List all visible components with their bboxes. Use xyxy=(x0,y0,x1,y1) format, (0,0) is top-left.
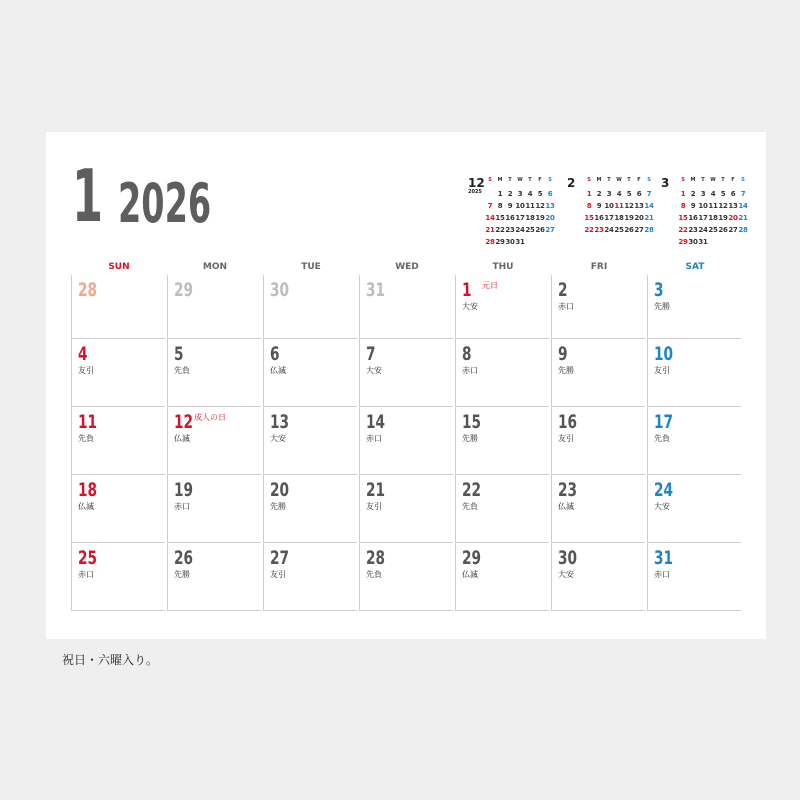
rokuyo-label: 友引 xyxy=(366,502,382,511)
day-cell xyxy=(359,543,453,611)
day-number: 2 xyxy=(558,279,568,301)
mini-day: 4 xyxy=(710,190,716,198)
mini-day: 21 xyxy=(644,214,654,222)
mini-day: 1 xyxy=(586,190,592,198)
day-number: 10 xyxy=(654,343,674,365)
day-number: 31 xyxy=(366,279,386,301)
day-cell xyxy=(263,475,357,543)
mini-day: 13 xyxy=(545,202,555,210)
mini-weekday-header: M xyxy=(690,177,696,183)
rokuyo-label: 先負 xyxy=(462,502,478,511)
day-cell xyxy=(359,339,453,407)
day-cell xyxy=(551,339,645,407)
mini-month-number: 2 xyxy=(567,176,576,190)
mini-day: 24 xyxy=(698,226,708,234)
day-cell xyxy=(263,543,357,611)
rokuyo-label: 先勝 xyxy=(654,302,670,311)
day-number: 28 xyxy=(366,547,386,569)
day-cell xyxy=(455,407,549,475)
mini-day: 26 xyxy=(624,226,634,234)
day-cell xyxy=(359,475,453,543)
day-cell xyxy=(167,339,261,407)
day-cell xyxy=(455,339,549,407)
mini-day: 12 xyxy=(624,202,634,210)
mini-day: 27 xyxy=(634,226,644,234)
mini-day: 31 xyxy=(515,238,525,246)
weekday-header-sun: SUN xyxy=(108,262,130,272)
mini-day: 29 xyxy=(495,238,505,246)
day-cell xyxy=(359,407,453,475)
mini-day: 28 xyxy=(644,226,654,234)
mini-day: 16 xyxy=(594,214,604,222)
rokuyo-label: 赤口 xyxy=(174,502,190,511)
mini-weekday-header: S xyxy=(488,177,492,183)
day-number: 14 xyxy=(366,411,386,433)
mini-weekday-header: F xyxy=(538,177,542,183)
weekday-header-wed: WED xyxy=(395,262,419,272)
mini-day: 23 xyxy=(594,226,604,234)
mini-weekday-header: T xyxy=(627,177,631,183)
mini-grid xyxy=(485,176,555,248)
mini-day: 30 xyxy=(505,238,515,246)
mini-day: 1 xyxy=(497,190,503,198)
mini-day: 24 xyxy=(604,226,614,234)
day-cell xyxy=(263,407,357,475)
mini-weekday-header: T xyxy=(607,177,611,183)
mini-day xyxy=(738,236,748,248)
day-number: 28 xyxy=(78,279,98,301)
day-number: 9 xyxy=(558,343,568,365)
weekday-header-tue: TUE xyxy=(301,262,321,272)
mini-day: 10 xyxy=(698,202,708,210)
mini-day xyxy=(545,236,555,248)
day-number: 22 xyxy=(462,479,482,501)
mini-day: 7 xyxy=(646,190,652,198)
mini-day: 17 xyxy=(515,214,525,222)
day-cell xyxy=(167,475,261,543)
day-cell xyxy=(647,475,741,543)
day-cell xyxy=(167,407,261,475)
mini-weekday-header: F xyxy=(637,177,641,183)
mini-day: 9 xyxy=(596,202,602,210)
day-number: 21 xyxy=(366,479,386,501)
day-cell xyxy=(647,407,741,475)
mini-day: 20 xyxy=(545,214,555,222)
day-number: 7 xyxy=(366,343,376,365)
day-cell xyxy=(167,275,261,339)
day-cell xyxy=(71,475,165,543)
weekday-header-fri: FRI xyxy=(590,262,608,272)
mini-day xyxy=(525,236,535,248)
mini-day: 11 xyxy=(708,202,718,210)
day-cell xyxy=(167,543,261,611)
day-number: 11 xyxy=(78,411,98,433)
day-cell xyxy=(647,275,741,339)
mini-day: 19 xyxy=(718,214,728,222)
mini-day: 26 xyxy=(718,226,728,234)
day-number: 17 xyxy=(654,411,674,433)
mini-day: 25 xyxy=(525,226,535,234)
weekday-header-row xyxy=(71,260,743,274)
day-cell xyxy=(455,475,549,543)
rokuyo-label: 友引 xyxy=(558,434,574,443)
mini-day: 13 xyxy=(728,202,738,210)
mini-calendar-next-next xyxy=(661,176,755,246)
holiday-name: 元日 xyxy=(482,281,498,290)
rokuyo-label: 先勝 xyxy=(174,570,190,579)
rokuyo-label: 大安 xyxy=(270,434,286,443)
mini-day: 3 xyxy=(606,190,612,198)
mini-day: 22 xyxy=(584,226,594,234)
month-grid xyxy=(71,275,743,611)
day-number: 16 xyxy=(558,411,578,433)
mini-day: 17 xyxy=(698,214,708,222)
mini-day: 15 xyxy=(584,214,594,222)
day-cell xyxy=(71,339,165,407)
day-cell xyxy=(263,339,357,407)
day-number: 15 xyxy=(462,411,482,433)
mini-day: 26 xyxy=(535,226,545,234)
mini-day: 9 xyxy=(507,202,513,210)
mini-day: 22 xyxy=(495,226,505,234)
mini-day: 21 xyxy=(485,226,495,234)
day-cell xyxy=(359,275,453,339)
year-number: 2026 xyxy=(118,172,212,235)
mini-day xyxy=(718,236,728,248)
mini-day: 8 xyxy=(586,202,592,210)
mini-weekday-header: S xyxy=(741,177,745,183)
mini-month-number: 3 xyxy=(661,176,670,190)
rokuyo-label: 先勝 xyxy=(270,502,286,511)
mini-month-number: 12 xyxy=(468,176,485,190)
rokuyo-label: 大安 xyxy=(654,502,670,511)
day-cell xyxy=(551,407,645,475)
rokuyo-label: 赤口 xyxy=(78,570,94,579)
weekday-header-mon: MON xyxy=(202,262,228,272)
mini-weekday-header: W xyxy=(517,177,523,183)
mini-weekday-header: T xyxy=(701,177,705,183)
day-number: 29 xyxy=(462,547,482,569)
calendar-sheet xyxy=(46,132,766,639)
mini-day: 3 xyxy=(517,190,523,198)
rokuyo-label: 先勝 xyxy=(462,434,478,443)
mini-day: 5 xyxy=(720,190,726,198)
day-cell xyxy=(551,543,645,611)
mini-day: 19 xyxy=(624,214,634,222)
mini-day: 23 xyxy=(505,226,515,234)
mini-day: 15 xyxy=(495,214,505,222)
mini-day: 9 xyxy=(690,202,696,210)
mini-day: 13 xyxy=(634,202,644,210)
day-number: 1 xyxy=(462,279,472,301)
day-number: 29 xyxy=(174,279,194,301)
day-number: 23 xyxy=(558,479,578,501)
mini-day: 5 xyxy=(537,190,543,198)
mini-day: 17 xyxy=(604,214,614,222)
mini-weekday-header: S xyxy=(548,177,552,183)
mini-day: 28 xyxy=(485,238,495,246)
mini-day: 14 xyxy=(485,214,495,222)
rokuyo-label: 大安 xyxy=(558,570,574,579)
mini-day: 25 xyxy=(708,226,718,234)
day-cell xyxy=(263,275,357,339)
caption: 祝日・六曜入り。 xyxy=(62,653,159,667)
day-cell xyxy=(71,275,165,339)
day-number: 8 xyxy=(462,343,472,365)
mini-day: 24 xyxy=(515,226,525,234)
month-number: 1 xyxy=(72,154,104,238)
weekday-header-thu: THU xyxy=(492,262,514,272)
mini-day: 21 xyxy=(738,214,748,222)
rokuyo-label: 友引 xyxy=(78,366,94,375)
mini-day: 2 xyxy=(596,190,602,198)
day-number: 31 xyxy=(654,547,674,569)
mini-weekday-header: T xyxy=(528,177,532,183)
mini-day: 6 xyxy=(636,190,642,198)
rokuyo-label: 先負 xyxy=(366,570,382,579)
mini-day: 18 xyxy=(614,214,624,222)
mini-day: 18 xyxy=(525,214,535,222)
day-cell xyxy=(551,475,645,543)
rokuyo-label: 仏滅 xyxy=(462,570,478,579)
rokuyo-label: 友引 xyxy=(654,366,670,375)
rokuyo-label: 仏滅 xyxy=(558,502,574,511)
rokuyo-label: 先勝 xyxy=(558,366,574,375)
day-cell xyxy=(551,275,645,339)
mini-grid xyxy=(584,176,654,236)
mini-day: 23 xyxy=(688,226,698,234)
mini-day: 19 xyxy=(535,214,545,222)
mini-weekday-header: S xyxy=(681,177,685,183)
mini-day: 18 xyxy=(708,214,718,222)
mini-weekday-header: W xyxy=(710,177,716,183)
mini-day: 22 xyxy=(678,226,688,234)
mini-day: 20 xyxy=(728,214,738,222)
mini-day: 28 xyxy=(738,226,748,234)
rokuyo-label: 赤口 xyxy=(654,570,670,579)
mini-day xyxy=(535,236,545,248)
day-cell xyxy=(71,407,165,475)
mini-day: 4 xyxy=(527,190,533,198)
rokuyo-label: 赤口 xyxy=(558,302,574,311)
mini-weekday-header: F xyxy=(731,177,735,183)
mini-day: 10 xyxy=(604,202,614,210)
mini-day: 10 xyxy=(515,202,525,210)
day-number: 19 xyxy=(174,479,194,501)
rokuyo-label: 友引 xyxy=(270,570,286,579)
day-number: 25 xyxy=(78,547,98,569)
mini-year: 2025 xyxy=(468,189,482,195)
mini-day: 11 xyxy=(614,202,624,210)
day-number: 6 xyxy=(270,343,280,365)
mini-day: 4 xyxy=(616,190,622,198)
rokuyo-label: 仏滅 xyxy=(270,366,286,375)
mini-day: 12 xyxy=(718,202,728,210)
mini-day: 27 xyxy=(728,226,738,234)
mini-day: 20 xyxy=(634,214,644,222)
rokuyo-label: 仏滅 xyxy=(174,434,190,443)
mini-day: 16 xyxy=(505,214,515,222)
mini-day: 27 xyxy=(545,226,555,234)
mini-day: 14 xyxy=(738,202,748,210)
mini-day: 8 xyxy=(680,202,686,210)
day-cell xyxy=(647,339,741,407)
day-number: 12 xyxy=(174,411,194,433)
mini-day: 12 xyxy=(535,202,545,210)
day-number: 4 xyxy=(78,343,88,365)
mini-day: 16 xyxy=(688,214,698,222)
rokuyo-label: 大安 xyxy=(462,302,478,311)
day-number: 24 xyxy=(654,479,674,501)
mini-day xyxy=(485,188,495,200)
mini-day: 15 xyxy=(678,214,688,222)
day-number: 30 xyxy=(270,279,290,301)
rokuyo-label: 仏滅 xyxy=(78,502,94,511)
mini-day: 2 xyxy=(507,190,513,198)
day-number: 20 xyxy=(270,479,290,501)
day-number: 26 xyxy=(174,547,194,569)
mini-grid xyxy=(678,176,748,248)
mini-weekday-header: T xyxy=(508,177,512,183)
mini-day: 14 xyxy=(644,202,654,210)
mini-day: 5 xyxy=(626,190,632,198)
mini-day: 30 xyxy=(688,238,698,246)
day-number: 18 xyxy=(78,479,98,501)
day-number: 27 xyxy=(270,547,290,569)
rokuyo-label: 先負 xyxy=(654,434,670,443)
mini-calendar-next xyxy=(567,176,661,246)
day-number: 13 xyxy=(270,411,290,433)
mini-day xyxy=(728,236,738,248)
mini-day xyxy=(708,236,718,248)
mini-day: 6 xyxy=(547,190,553,198)
mini-day: 29 xyxy=(678,238,688,246)
rokuyo-label: 先負 xyxy=(78,434,94,443)
mini-weekday-header: T xyxy=(721,177,725,183)
mini-day: 7 xyxy=(740,190,746,198)
mini-day: 2 xyxy=(690,190,696,198)
day-number: 30 xyxy=(558,547,578,569)
mini-day: 1 xyxy=(680,190,686,198)
day-cell xyxy=(71,543,165,611)
day-cell xyxy=(647,543,741,611)
mini-weekday-header: M xyxy=(497,177,503,183)
mini-weekday-header: S xyxy=(587,177,591,183)
mini-weekday-header: S xyxy=(647,177,651,183)
mini-weekday-header: M xyxy=(596,177,602,183)
mini-day: 7 xyxy=(487,202,493,210)
weekday-header-sat: SAT xyxy=(685,262,705,272)
rokuyo-label: 赤口 xyxy=(366,434,382,443)
day-cell xyxy=(455,543,549,611)
mini-weekday-header: W xyxy=(616,177,622,183)
mini-day: 8 xyxy=(497,202,503,210)
rokuyo-label: 赤口 xyxy=(462,366,478,375)
mini-calendar-prev xyxy=(468,176,562,246)
mini-day: 6 xyxy=(730,190,736,198)
mini-day: 25 xyxy=(614,226,624,234)
rokuyo-label: 先負 xyxy=(174,366,190,375)
rokuyo-label: 大安 xyxy=(366,366,382,375)
mini-day: 31 xyxy=(698,238,708,246)
day-number: 3 xyxy=(654,279,664,301)
mini-day: 3 xyxy=(700,190,706,198)
day-cell xyxy=(455,275,549,339)
day-number: 5 xyxy=(174,343,184,365)
mini-day: 11 xyxy=(525,202,535,210)
holiday-name: 成人の日 xyxy=(194,413,226,422)
